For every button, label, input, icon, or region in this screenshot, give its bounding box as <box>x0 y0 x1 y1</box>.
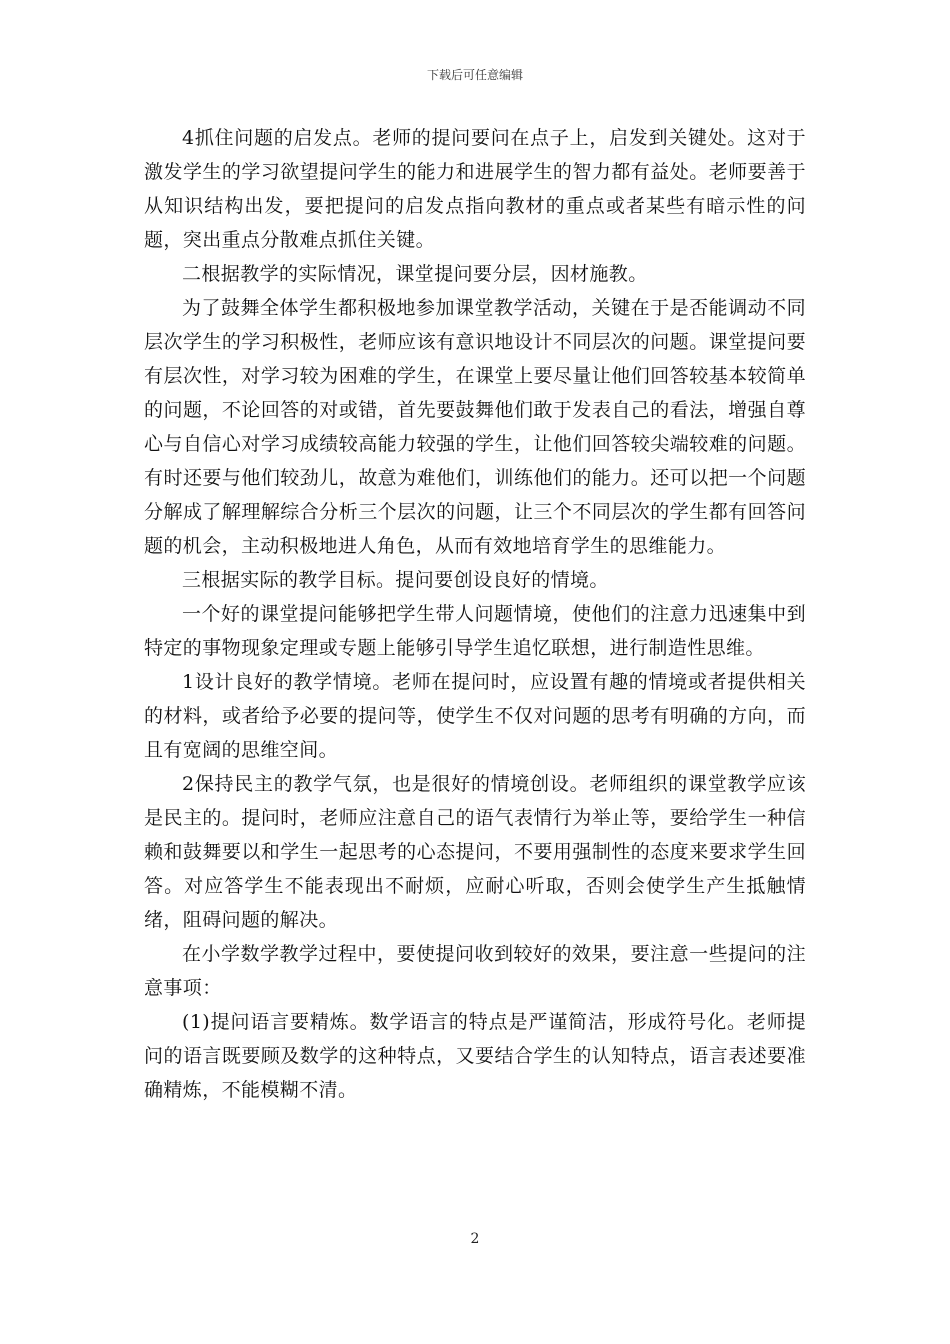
paragraph: 4抓住问题的启发点。老师的提问要问在点子上，启发到关键处。这对于激发学生的学习欲望提问学生的能力和进展学生的智力都有益处。老师要善于从知识结构出发，要把提问的启发点指向教材的重点或者某些有暗示性的问题，突出重点分散难点抓住关键。 <box>144 127 806 251</box>
page-number: 2 <box>470 1231 480 1247</box>
paragraph: 一个好的课堂提问能够把学生带人问题情境，使他们的注意力迅速集中到特定的事物现象定理或专题上能够引导学生追忆联想，进行制造性思维。 <box>144 603 806 659</box>
page-header: 下载后可任意编辑 <box>426 68 523 82</box>
document-body <box>144 121 806 1107</box>
paragraph: 二根据教学的实际情况，课堂提问要分层，因材施教。 <box>182 263 648 285</box>
paragraph: 为了鼓舞全体学生都积极地参加课堂教学活动，关键在于是否能调动不同层次学生的学习积极性，老师应该有意识地设计不同层次的问题。课堂提问要有层次性，对学习较为困难的学生，在课堂上要尽量让他们回答较基本较简单的问题，不论回答的对或错，首先要鼓舞他们敢于发表自己的看法，增强自尊心与自信心对学习成绩较高能力较强的学生，让他们回答较尖端较难的问题。有时还要与他们较劲儿，故意为难他们，训练他们的能力。还可以把一个问题分解成了解理解综合分析三个层次的问题，让三个不同层次的学生都有回答问题的机会，主动积极地进人角色，从而有效地培育学生的思维能力。 <box>144 297 806 557</box>
paragraph: 1设计良好的教学情境。老师在提问时，应设置有趣的情境或者提供相关的材料，或者给予必要的提问等，使学生不仅对问题的思考有明确的方向，而且有宽阔的思维空间。 <box>144 671 806 761</box>
paragraph: 2保持民主的教学气氛，也是很好的情境创设。老师组织的课堂教学应该是民主的。提问时，老师应注意自己的语气表情行为举止等，要给学生一种信赖和鼓舞要以和学生一起思考的心态提问，不要用强制性的态度来要求学生回答。对应答学生不能表现出不耐烦，应耐心听取，否则会使学生产生抵触情绪，阻碍问题的解决。 <box>144 773 806 931</box>
paragraph: 在小学数学教学过程中，要使提问收到较好的效果，要注意一些提问的注意事项： <box>144 943 806 999</box>
paragraph: (1)提问语言要精炼。数学语言的特点是严谨简洁，形成符号化。老师提问的语言既要顾及数学的这种特点，又要结合学生的认知特点，语言表述要准确精炼，不能模糊不清。 <box>144 1011 806 1101</box>
paragraph: 三根据实际的教学目标。提问要创设良好的情境。 <box>182 569 609 591</box>
